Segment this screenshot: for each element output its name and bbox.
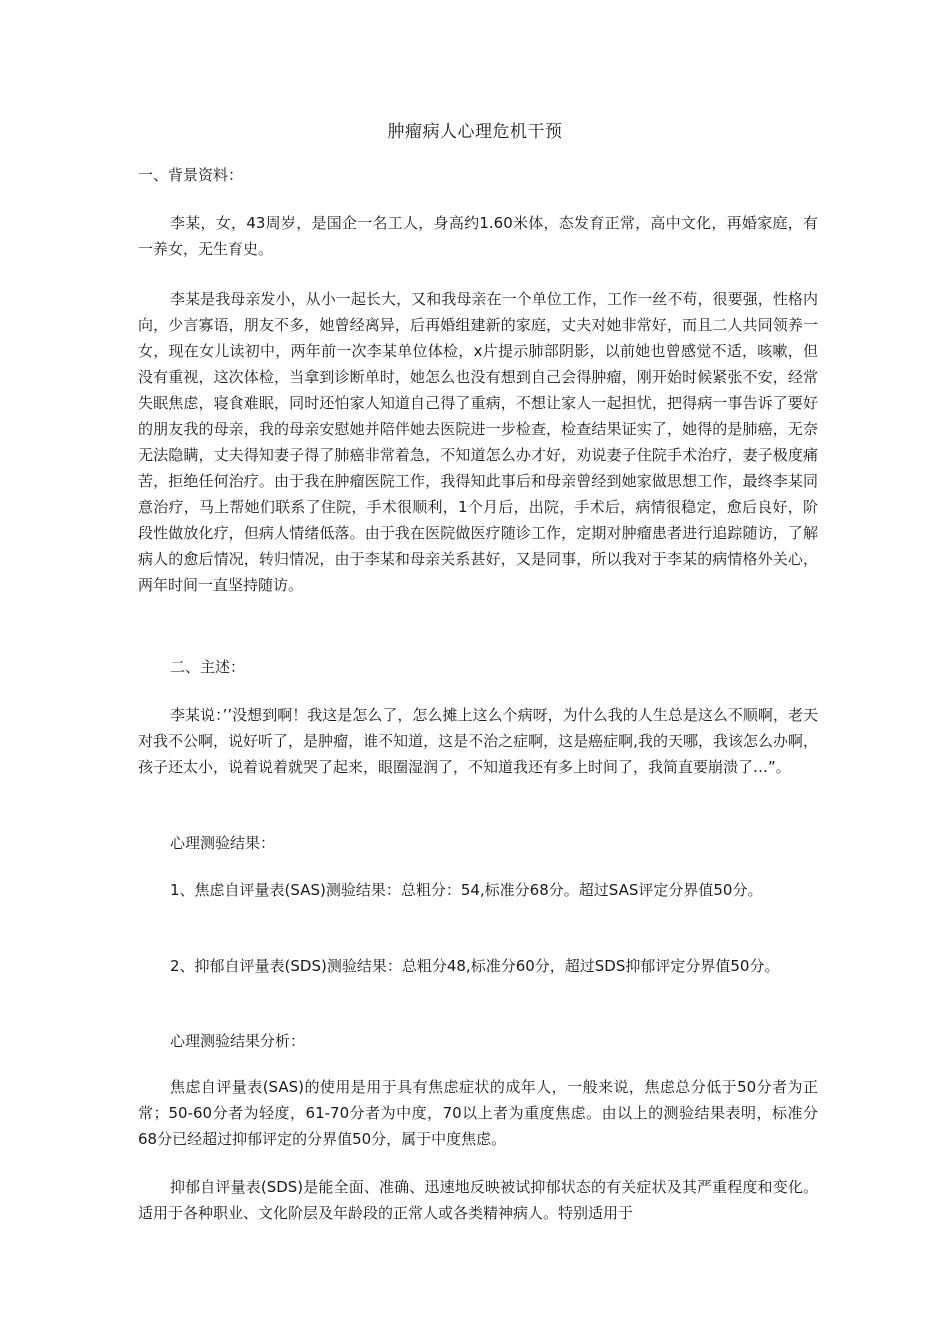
result-sds: 2、抑郁自评量表(SDS)测验结果：总粗分48,标准分60分，超过SDS抑郁评定分界值50分。 [170, 957, 780, 975]
paragraph-basic-info: 李某，女，43周岁，是国企一名工人，身高约1.60米体，态发育正常，高中文化，再婚家庭，有一养女，无生育史。 [138, 214, 818, 258]
paragraph-complaint: 李某说：’’没想到啊！我这是怎么了，怎么摊上这么个病呀，为什么我的人生总是这么不顺啊，老天对我不公啊，说好听了，是肿瘤，谁不知道，这是不治之症啊，这是癌症啊,我的天哪，我该怎么办啊，孩子还太小，说着说着就哭了起来，眼圈湿润了，不知道我还有多上时间了，我简直要崩溃了…”。 [138, 706, 818, 776]
result-sas: 1、焦虑自评量表(SAS)测验结果：总粗分：54,标准分68分。超过SAS评定分界值50分。 [170, 881, 763, 899]
section-heading-background: 一、背景资料： [138, 166, 244, 184]
heading-test-results: 心理测验结果： [170, 834, 276, 852]
paragraph-case-history: 李某是我母亲发小，从小一起长大，又和我母亲在一个单位工作，工作一丝不苟，很要强，性格内向，少言寡语，朋友不多，她曾经离异，后再婚组建新的家庭，丈夫对她非常好，而且二人共同领养一女，现在女儿读初中，两年前一次李某单位体检，x片提示肺部阴影，以前她也曾感觉不适，咳嗽，但没有重视，这次体检，当拿到诊断单时，她怎么也没有想到自己会得肿瘤，刚开始时候紧张不安，经常失眠焦虑，寝食难眠，同时还怕家人知道自己得了重病，不想让家人一起担忧，把得病一事告诉了要好的朋友我的母亲，我的母亲安慰她并陪伴她去医院进一步检查，检查结果证实了，她得的是肺癌，无奈无法隐瞒，丈夫得知妻子得了肺癌非常着急，不知道怎么办才好，劝说妻子住院手术治疗，妻子极度痛苦，拒绝任何治疗。由于我在肿瘤医院工作，我得知此事后和母亲曾经到她家做思想工作，最终李某同意治疗，马上帮她们联系了住院，手术很顺利，1个月后，出院，手术后，病情很稳定，愈后良好，阶段性做放化疗，但病人情绪低落。由于我在医院做医疗随诊工作，定期对肿瘤患者进行追踪随访，了解病人的愈后情况，转归情况，由于李某和母亲关系甚好，又是同事，所以我对于李某的病情格外关心，两年时间一直坚持随访。 [138, 290, 818, 594]
analysis-sds: 抑郁自评量表(SDS)是能全面、准确、迅速地反映被试抑郁状态的有关症状及其严重程度和变化。适用于各种职业、文化阶层及年龄段的正常人或各类精神病人。特别适用于 [138, 1178, 818, 1222]
document-title: 肿瘤病人心理危机干预 [387, 122, 563, 142]
analysis-sas: 焦虑自评量表(SAS)的使用是用于具有焦虑症状的成年人，一般来说，焦虑总分低于50分者为正常；50-60分者为轻度，61-70分者为中度，70以上者为重度焦虑。由以上的测验结果表明，标准分68分已经超过抑郁评定的分界值50分，属于中度焦虑。 [138, 1078, 818, 1148]
heading-result-analysis: 心理测验结果分析： [170, 1032, 306, 1050]
section-heading-complaint: 二、主述： [170, 658, 246, 676]
